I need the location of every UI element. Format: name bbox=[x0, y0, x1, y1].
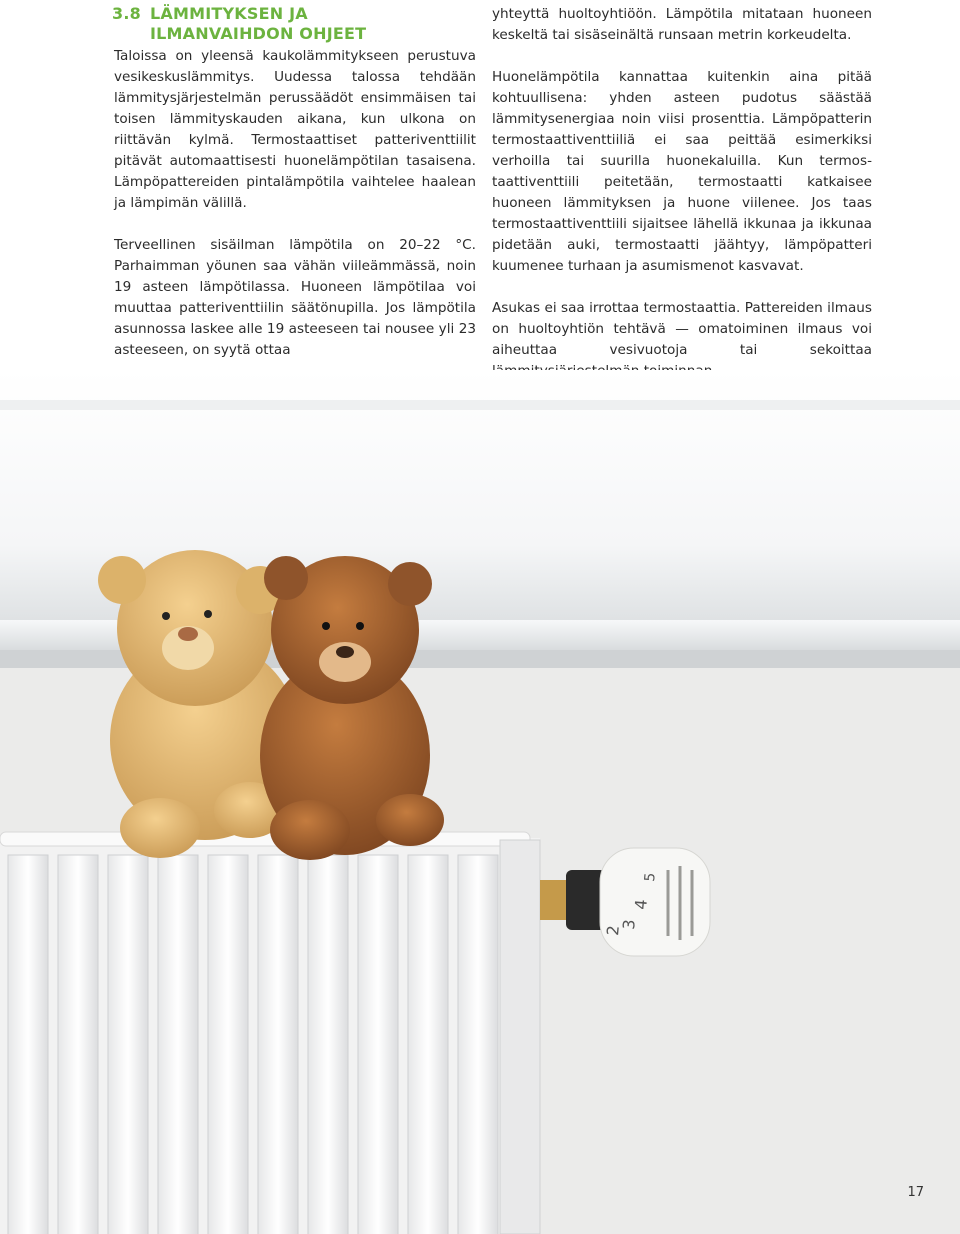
radiator bbox=[0, 832, 540, 1234]
thermostat-mark-2: 2 bbox=[603, 924, 623, 937]
left-column bbox=[114, 4, 476, 382]
teddy-bear-brown bbox=[260, 556, 444, 860]
left-paragraph-2: Terveellinen sisäilman lämpötila on 20–22 °C. Parhaimman yöunen saa vähän viileämmässä, noin 19 asteen lämpötilassa. Huoneen lämpötilaa voi muuttaa patteriventtiilin säätönupilla. Jos lämpötila asunnossa laskee alle 19 asteeseen tai nousee yli 23 asteeseen, on syytä ottaa bbox=[114, 237, 476, 358]
thermostat-mark-5: 5 bbox=[642, 872, 659, 883]
window-frame bbox=[0, 400, 960, 410]
right-paragraph-1: yhteyttä huoltoyhtiöön. Lämpötila mitataan huoneen keskeltä tai sisäseinältä runsaan metrin korkeudelta. bbox=[492, 6, 872, 43]
section-number: 3.8 bbox=[112, 4, 141, 23]
right-paragraph-3: Asukas ei saa irrottaa termostaattia. Pattereiden ilmaus on huoltoyhtiön tehtävä — omatoiminen ilmaus voi aiheuttaa vesivuotoja tai sekoittaa bbox=[492, 300, 872, 358]
teddy-bear-light bbox=[98, 550, 300, 858]
section-title-line2: ILMANVAIHDON OHJEET bbox=[150, 24, 367, 43]
section-title-line1: LÄMMITYKSEN JA bbox=[150, 4, 308, 23]
page-number: 17 bbox=[907, 1185, 924, 1200]
teddy-bears-radiator-photo bbox=[0, 370, 960, 1234]
right-column bbox=[492, 4, 872, 403]
section-heading bbox=[114, 4, 476, 44]
thermostat-mark-3: 3 bbox=[619, 918, 639, 931]
right-paragraph-2: Huonelämpötila kannattaa kuitenkin aina pitää kohtuullisena: yhden asteen pudotus säästää lämmitysenergiaa noin viisi prosenttia. Lämpöpatterin termostaattiventtiiliä ei saa peittää esimerkiksi verhoilla tai suurilla huonekaluilla. Kun termostaattiventtiili peitetään, termostaatti katkaisee huoneen lämmityksen ja huone viilenee. Jos taas termostaattiventtiili sijaitsee lähellä ikkunaa ja ikkunaa pidetään auki, termostaatti jäähtyy, lämpöpatteri kuumenee turhaan ja asumismenot kasvavat. bbox=[492, 69, 872, 274]
left-paragraph-1: Taloissa on yleensä kaukolämmitykseen perustuva vesikeskuslämmitys. Uudessa talossa tehdään lämmitysjärjestelmän perussäädöt ensimmäisen tai toisen lämmityskauden aikana, kun ulkona on riittävän kylmä. Termostaattiset patteriventtiilit pitävät automaattisesti huonelämpötilan tasaisena. Lämpöpattereiden pintalämpötila vaihtelee haalean ja lämpimän välillä. bbox=[114, 48, 476, 211]
photo-illustration bbox=[0, 370, 960, 1234]
text-area bbox=[0, 0, 960, 370]
thermostat-mark-4: 4 bbox=[631, 898, 651, 911]
